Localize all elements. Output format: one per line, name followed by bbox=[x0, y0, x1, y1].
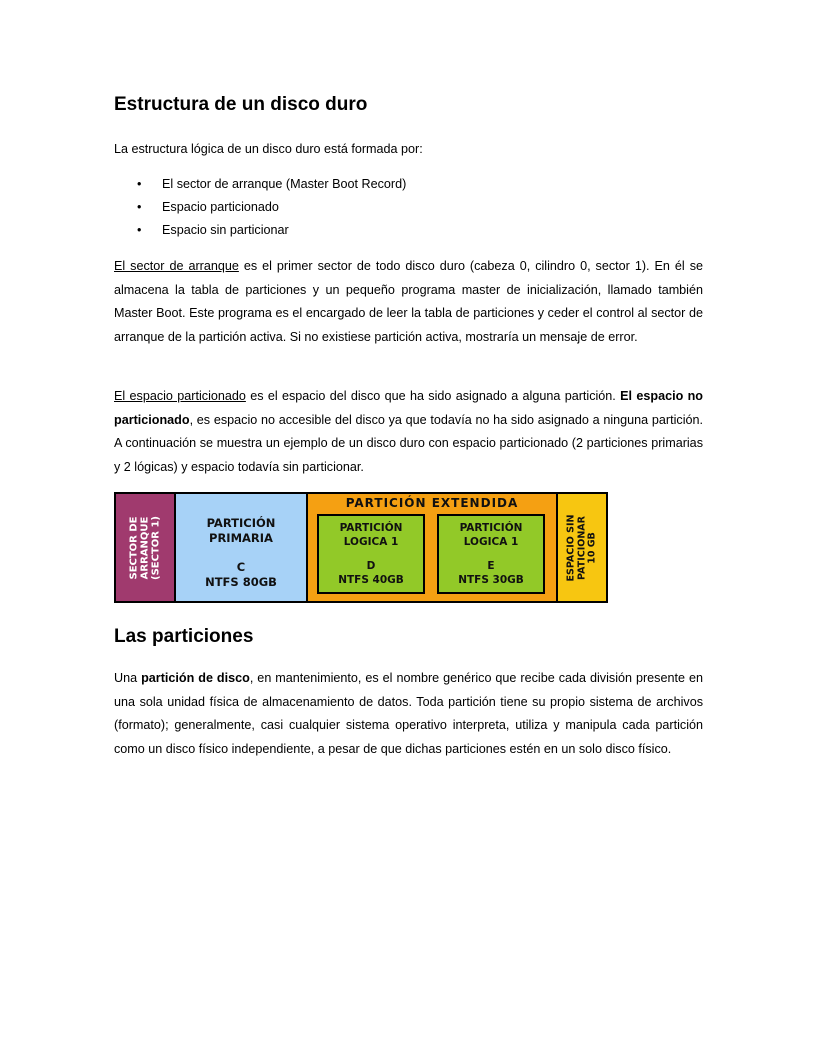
paragraph-sector-arranque: El sector de arranque es el primer sector de todo disco duro (cabeza 0, cilindro 0, sector 1). En él se almacena la tabla de particiones y un pequeño programa master de inicialización, llamado también Master Boot. Este programa es el encargado de leer la tabla de particiones y ceder el control al sector de arranque de la partición activa. Si no existiese partición activa, mostraría un mensaje de error. bbox=[114, 259, 703, 344]
heading-estructura: Estructura de un disco duro bbox=[114, 94, 368, 115]
term-espacio-no-particionado: El espacio no particionado bbox=[114, 389, 703, 427]
list-item: • Espacio sin particionar bbox=[114, 219, 406, 242]
primary-partition-block: PARTICIÓN PRIMARIA C NTFS 80GB bbox=[176, 494, 308, 601]
unpartitioned-space-block: ESPACIO SIN PATICIONAR 10 GB bbox=[558, 494, 606, 601]
logical-partition-e: PARTICIÓN LOGICA 1 E NTFS 30GB bbox=[437, 514, 545, 594]
disk-partition-diagram bbox=[114, 492, 608, 603]
paragraph-espacio-particionado: El espacio particionado es el espacio del disco que ha sido asignado a alguna partición. El espacio no particionado, es espacio no accesible del disco ya que todavía no ha sido asignado a ninguna partición. A continuación se muestra un ejemplo de un disco duro con espacio particionado (2 particiones primarias y 2 lógicas) y espacio todavía sin particionar. bbox=[114, 389, 703, 474]
term-particion-disco: partición de disco bbox=[141, 671, 250, 685]
bullet-icon: • bbox=[137, 177, 142, 191]
list-item: • Espacio particionado bbox=[114, 196, 406, 219]
paragraph-particiones: Una partición de disco, en mantenimiento, es el nombre genérico que recibe cada división presente en una sola unidad física de almacenamiento de datos. Toda partición tiene su propio sistema de archivos (formato); generalmente, casi cualquier sistema operativo interpreta, utiliza y manipula cada partición como un disco físico independiente, a pesar de que dichas particiones estén en un solo disco físico. bbox=[114, 671, 703, 756]
term-espacio-particionado: El espacio particionado bbox=[114, 389, 246, 403]
term-sector-arranque: El sector de arranque bbox=[114, 259, 239, 273]
list-item: • El sector de arranque (Master Boot Record) bbox=[114, 173, 406, 196]
bullet-icon: • bbox=[137, 200, 142, 214]
heading-particiones: Las particiones bbox=[114, 626, 254, 647]
extended-partition-block: PARTICIÓN EXTENDIDA PARTICIÓN LOGICA 1 D NTFS 40GB PARTICIÓN LOGICA 1 E NTFS 30GB bbox=[308, 494, 558, 601]
bullet-list bbox=[114, 173, 406, 242]
intro-text: La estructura lógica de un disco duro está formada por: bbox=[114, 142, 423, 156]
bullet-icon: • bbox=[137, 223, 142, 237]
boot-sector-block: SECTOR DE ARRANQUE (SECTOR 1) bbox=[116, 494, 176, 601]
logical-partition-d: PARTICIÓN LOGICA 1 D NTFS 40GB bbox=[317, 514, 425, 594]
